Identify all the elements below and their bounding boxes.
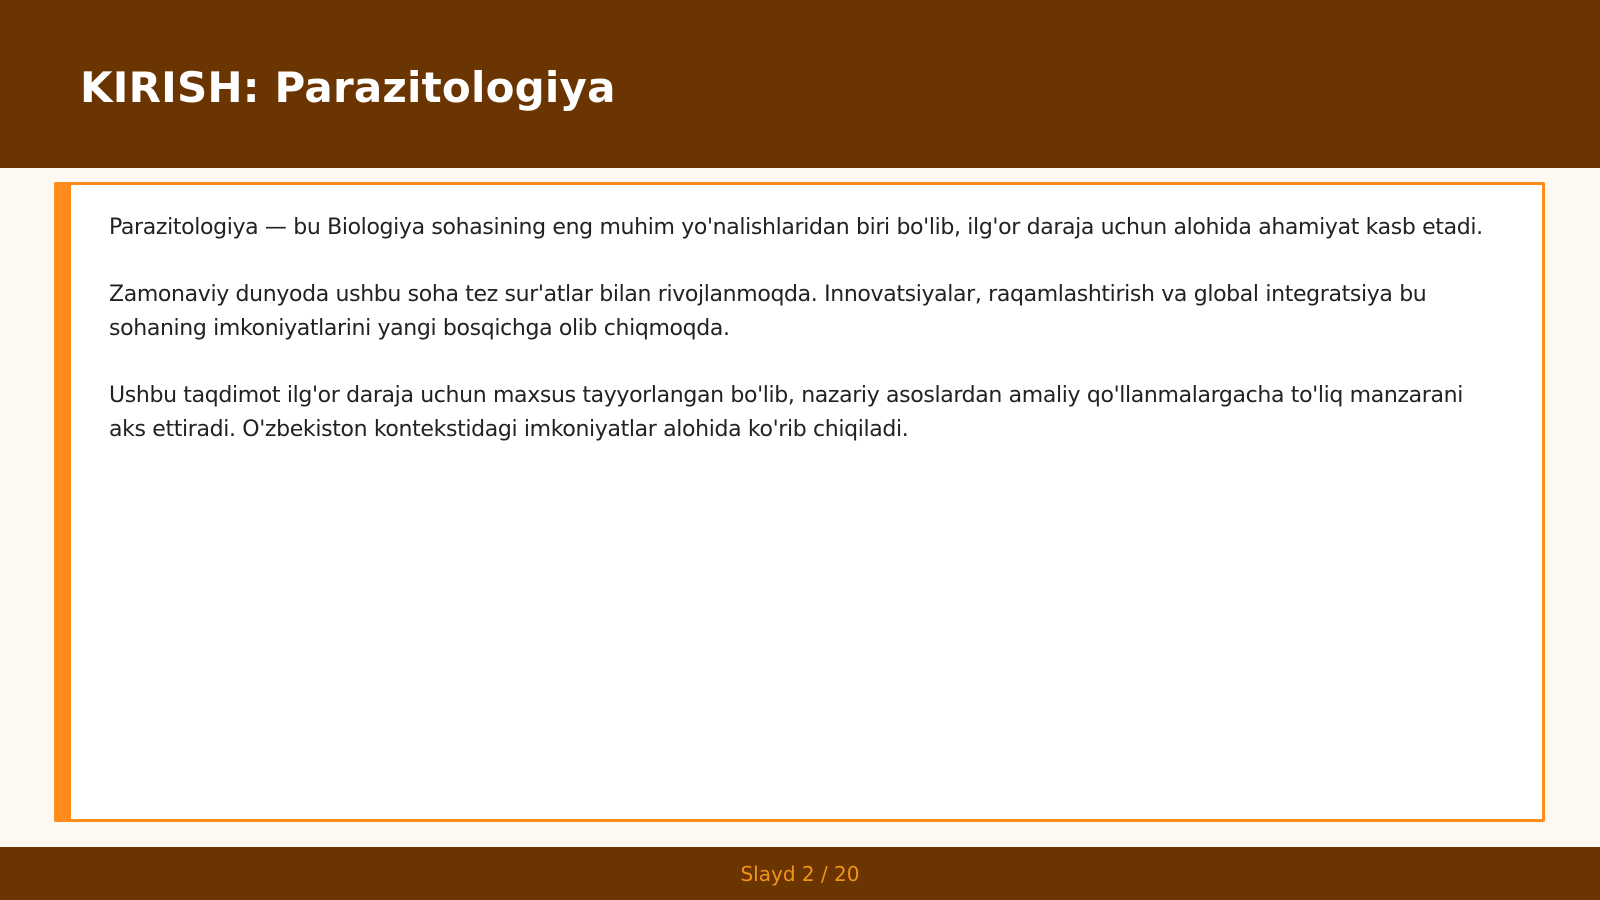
slide-title: KIRISH: Parazitologiya bbox=[80, 63, 616, 112]
slide-footer bbox=[0, 847, 1600, 900]
slide-counter: Slayd 2 / 20 bbox=[740, 861, 860, 886]
content-body bbox=[109, 211, 1504, 480]
content-card bbox=[54, 182, 1545, 822]
slide-header bbox=[0, 0, 1600, 168]
intro-paragraph: Parazitologiya — bu Biologiya sohasining eng muhim yo'nalishlaridan biri bo'lib, ilg'or daraja uchun alohida ahamiyat kasb etadi. bbox=[109, 215, 1483, 240]
presentation-scope-paragraph: Ushbu taqdimot ilg'or daraja uchun maxsus tayyorlangan bo'lib, nazariy asoslardan amaliy qo'llanmalargacha to'liq manzarani aks ettiradi. O'zbekiston kontekstidagi imkoniyatlar alohida ko'rib chiqiladi. bbox=[109, 383, 1463, 442]
modern-world-paragraph: Zamonaviy dunyoda ushbu soha tez sur'atlar bilan rivojlanmoqda. Innovatsiyalar, raqamlashtirish va global integratsiya bu sohaning imkoniyatlarini yangi bosqichga olib chiqmoqda. bbox=[109, 282, 1427, 341]
